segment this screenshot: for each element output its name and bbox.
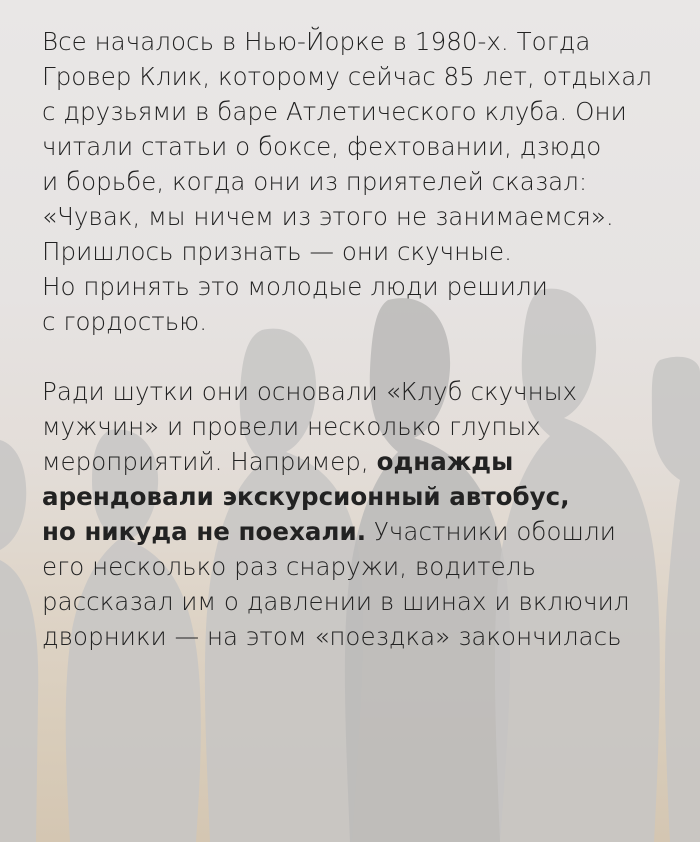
paragraph-line — [42, 479, 682, 514]
paragraph-line — [42, 129, 682, 164]
text-run: его несколько раз снаружи, водитель — [42, 552, 536, 581]
text-run: с гордостью. — [42, 307, 208, 336]
paragraph-line — [42, 59, 682, 94]
bold-text-run: однажды — [376, 447, 514, 476]
bold-text-run: арендовали экскурсионный автобус, — [42, 482, 570, 511]
text-run: Участники обошли — [366, 517, 616, 546]
text-run: мужчин» и провели несколько глупых — [42, 412, 541, 441]
text-run: и борьбе, когда они из приятелей сказал: — [42, 167, 588, 196]
paragraph-line — [42, 94, 682, 129]
text-run: мероприятий. Например, — [42, 447, 377, 476]
paragraph-line — [42, 619, 682, 654]
paragraph-line — [42, 444, 682, 479]
text-run: с друзьями в баре Атлетического клуба. Они — [42, 97, 627, 126]
text-run: рассказал им о давлении в шинах и включил — [42, 587, 630, 616]
paragraph-line — [42, 374, 682, 409]
paragraph-1 — [42, 24, 682, 339]
text-run: Все началось в Нью-Йорке в 1980-х. Тогда — [42, 27, 591, 56]
text-run: «Чувак, мы ничем из этого не занимаемся». — [42, 202, 614, 231]
text-run: дворники — на этом «поездка» закончилась — [42, 622, 622, 651]
paragraph-line — [42, 409, 682, 444]
article-text — [42, 24, 682, 689]
paragraph-line — [42, 584, 682, 619]
text-run: Ради шутки они основали «Клуб скучных — [42, 377, 578, 406]
paragraph-line — [42, 199, 682, 234]
paragraph-line — [42, 234, 682, 269]
text-run: Но принять это молодые люди решили — [42, 272, 548, 301]
text-run: читали статьи о боксе, фехтовании, дзюдо — [42, 132, 602, 161]
paragraph-line — [42, 164, 682, 199]
paragraph-line — [42, 24, 682, 59]
paragraph-line — [42, 304, 682, 339]
paragraph-line — [42, 269, 682, 304]
paragraph-line — [42, 514, 682, 549]
bold-text-run: но никуда не поехали. — [42, 517, 367, 546]
text-run: Пришлось признать — они скучные. — [42, 237, 513, 266]
text-run: Гровер Клик, которому сейчас 85 лет, отдыхал — [42, 62, 652, 91]
silhouette-person-left-edge — [0, 440, 38, 842]
paragraph-line — [42, 549, 682, 584]
paragraph-2 — [42, 374, 682, 654]
